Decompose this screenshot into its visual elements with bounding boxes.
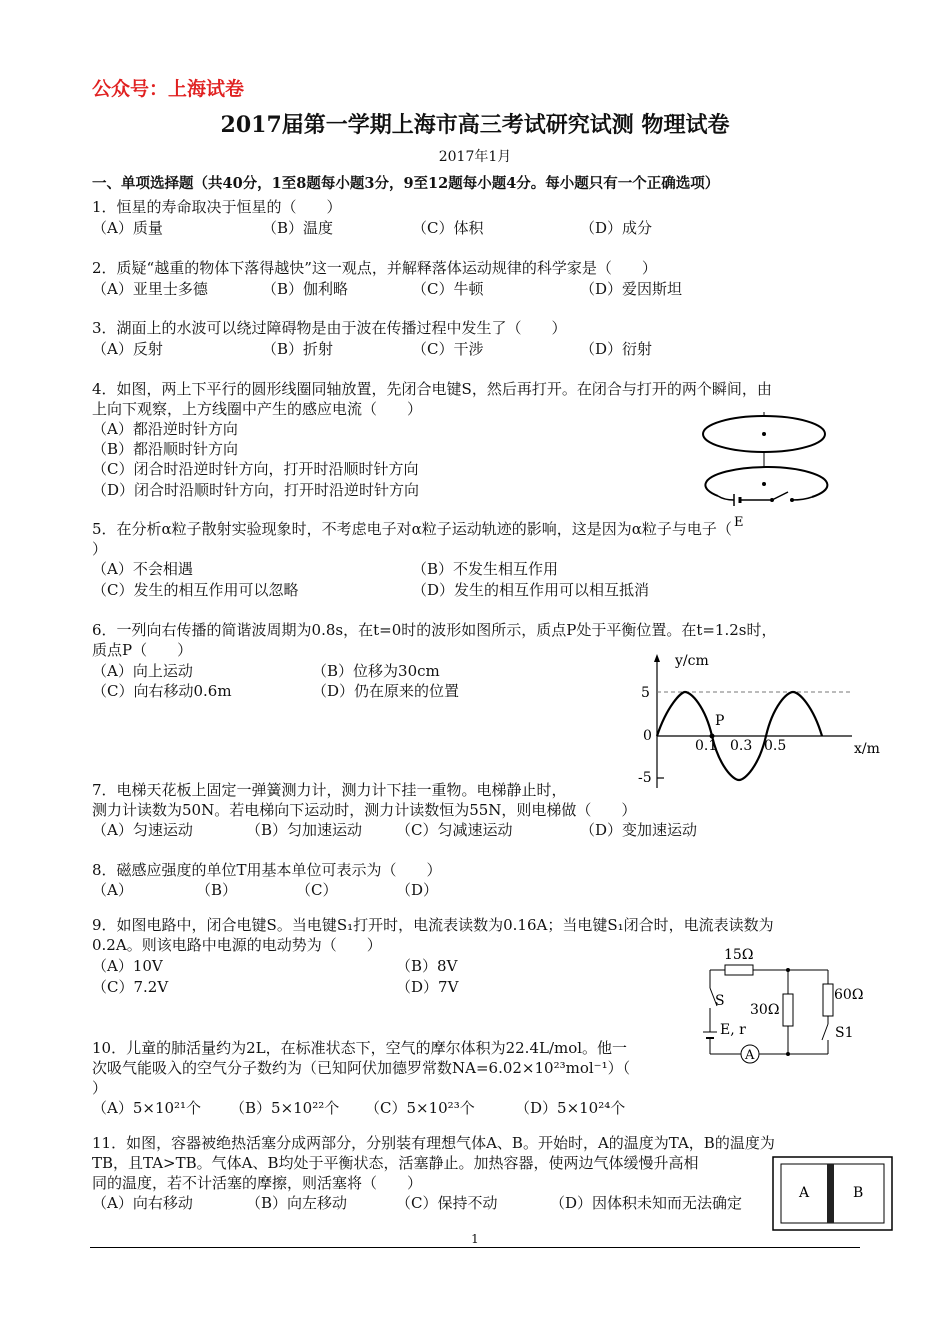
q10-option-c: （C）5×10²³个 — [365, 1099, 475, 1117]
q6-option-d: （D）仍在原来的位置 — [312, 682, 460, 700]
q5-stem-line2: ） — [92, 540, 108, 558]
q8-stem: 8．磁感应强度的单位T用基本单位可表示为（ ） — [92, 861, 442, 879]
q2-option-c: （C）牛顿 — [412, 280, 484, 298]
circuit-diagram — [690, 942, 870, 1070]
watermark: 公众号：上海试卷 — [92, 78, 245, 100]
piston — [827, 1164, 834, 1223]
x-tick-0.1: 0.1 — [695, 738, 718, 754]
label-15-ohm: 15Ω — [724, 947, 754, 963]
coil-figure — [700, 410, 830, 530]
wave-graph — [630, 648, 885, 793]
q10-option-b: （B）5×10²²个 — [230, 1099, 340, 1117]
q10-stem-line1: 10．儿童的肺活量约为2L，在标准状态下，空气的摩尔体积为22.4L/mol。他一 — [92, 1039, 628, 1057]
lower-coil — [705, 467, 827, 497]
label-source: E, r — [720, 1022, 746, 1038]
y-tick-5: 5 — [641, 685, 650, 701]
coil-lead-left — [718, 496, 734, 500]
label-60-ohm: 60Ω — [834, 987, 864, 1003]
q9-option-d: （D）7V — [396, 978, 459, 996]
upper-center-dot — [762, 432, 766, 436]
y-axis-label: y/cm — [675, 653, 709, 669]
q4-option-a: （A）都沿逆时针方向 — [92, 420, 238, 438]
label-switch-s: S — [715, 993, 725, 1009]
x-axis-label: x/m — [854, 741, 880, 757]
q10-stem-line2: 次吸气能吸入的空气分子数约为（已知阿伏加德罗常数NA=6.02×10²³mol⁻¹）（ — [92, 1059, 631, 1077]
q7-stem-line1: 7．电梯天花板上固定一弹簧测力计，测力计下挂一重物。电梯静止时， — [92, 781, 567, 799]
q6-stem-line1: 6．一列向右传播的简谐波周期为0.8s，在t=0时的波形如图所示，质点P处于平衡位置。在t=1.2s时， — [92, 621, 777, 639]
q8-option-b: （B） — [196, 881, 238, 899]
q3-option-c: （C）干涉 — [412, 340, 484, 358]
label-ammeter: A — [745, 1048, 755, 1063]
page-number: 1 — [471, 1232, 479, 1246]
q4-option-b: （B）都沿顺时针方向 — [92, 440, 239, 458]
y-axis-arrow — [654, 654, 660, 662]
resistor-60 — [823, 984, 833, 1016]
q1-option-a: （A）质量 — [92, 219, 163, 237]
q11-option-c: （C）保持不动 — [396, 1194, 498, 1212]
q7-stem-line2: 测力计读数为50N。若电梯向下运动时，测力计读数恒为55N，则电梯做（ ） — [92, 801, 637, 819]
q11-stem-line1: 11．如图，容器被绝热活塞分成两部分，分别装有理想气体A、B。开始时，A的温度为TA，B的温度为 — [92, 1134, 775, 1152]
q2-stem: 2．质疑“越重的物体下落得越快”这一观点，并解释落体运动规律的科学家是（ ） — [92, 259, 657, 277]
q11-stem-line3: 同的温度，若不计活塞的摩擦，则活塞将（ ） — [92, 1174, 423, 1192]
q3-option-b: （B）折射 — [262, 340, 334, 358]
q2-option-d: （D）爱因斯坦 — [580, 280, 683, 298]
q6-option-c: （C）向右移动0.6m — [92, 682, 232, 700]
switch-blade — [772, 492, 788, 500]
q2-option-a: （A）亚里士多德 — [92, 280, 208, 298]
q6-stem-line2: 质点P（ ） — [92, 641, 193, 659]
q5-stem-line1: 5．在分析α粒子散射实验现象时，不考虑电子对α粒子运动轨迹的影响，这是因为α粒子与电子（ — [92, 520, 732, 538]
x-tick-0.3: 0.3 — [730, 738, 753, 754]
q1-option-c: （C）体积 — [412, 219, 484, 237]
label-switch-s1: S1 — [835, 1025, 854, 1041]
q3-option-d: （D）衍射 — [580, 340, 653, 358]
q9-option-b: （B）8V — [396, 957, 458, 975]
q1-option-d: （D）成分 — [580, 219, 653, 237]
point-p-label: P — [715, 713, 725, 729]
q7-option-b: （B）匀加速运动 — [246, 821, 363, 839]
q9-stem-line2: 0.2A。则该电路中电源的电动势为（ ） — [92, 936, 382, 954]
q5-option-a: （A）不会相遇 — [92, 560, 193, 578]
y-tick-0: 0 — [643, 728, 652, 744]
node-bottom — [786, 1052, 790, 1056]
q9-option-a: （A）10V — [92, 957, 163, 975]
container-figure — [772, 1156, 894, 1232]
q8-option-d: （D） — [396, 881, 439, 899]
q2-option-b: （B）伽利略 — [262, 280, 349, 298]
q4-option-c: （C）闭合时沿逆时针方向，打开时沿顺时针方向 — [92, 460, 419, 478]
q10-option-a: （A）5×10²¹个 — [92, 1099, 202, 1117]
q1-stem: 1．恒星的寿命取决于恒星的（ ） — [92, 198, 342, 216]
q5-option-b: （B）不发生相互作用 — [412, 560, 559, 578]
q7-option-c: （C）匀减速运动 — [396, 821, 513, 839]
q10-stem-line3: ） — [92, 1079, 108, 1097]
q11-option-d: （D）因体积未知而无法确定 — [550, 1194, 743, 1212]
q4-option-d: （D）闭合时沿顺时针方向，打开时沿逆时针方向 — [92, 481, 420, 499]
q9-stem-line1: 9．如图电路中，闭合电键S。当电键S₁打开时，电流表读数为0.16A；当电键S₁闭合时，电流表读数为 — [92, 916, 774, 934]
q11-option-b: （B）向左移动 — [246, 1194, 348, 1212]
lower-center-dot — [762, 482, 766, 486]
gas-a-label: A — [799, 1185, 810, 1201]
exam-date: 2017年1月 — [438, 149, 512, 165]
resistor-30 — [783, 994, 793, 1026]
y-tick-minus5: -5 — [638, 770, 652, 786]
q1-option-b: （B）温度 — [262, 219, 334, 237]
q8-option-c: （C） — [296, 881, 338, 899]
q5-option-d: （D）发生的相互作用可以相互抵消 — [412, 581, 650, 599]
battery-label: E — [734, 515, 744, 530]
q4-stem-line1: 4．如图，两上下平行的圆形线圈同轴放置，先闭合电键S，然后再打开。在闭合与打开的两个瞬间，由 — [92, 380, 772, 398]
q3-option-a: （A）反射 — [92, 340, 163, 358]
q3-stem: 3．湖面上的水波可以绕过障碍物是由于波在传播过程中发生了（ ） — [92, 319, 567, 337]
coil-lead-right — [792, 497, 812, 500]
q8-option-a: （A） — [92, 881, 133, 899]
q6-option-b: （B）位移为30cm — [312, 662, 440, 680]
switch-s1-blade — [822, 1024, 828, 1040]
q5-option-c: （C）发生的相互作用可以忽略 — [92, 581, 299, 599]
footer-rule — [90, 1247, 860, 1248]
label-30-ohm: 30Ω — [750, 1002, 780, 1018]
node-top — [786, 968, 790, 972]
q6-option-a: （A）向上运动 — [92, 662, 193, 680]
q11-option-a: （A）向右移动 — [92, 1194, 193, 1212]
gas-b-label: B — [853, 1185, 864, 1201]
resistor-15 — [725, 965, 753, 975]
q9-option-c: （C）7.2V — [92, 978, 169, 996]
x-tick-0.5: 0.5 — [764, 738, 787, 754]
q7-option-d: （D）变加速运动 — [580, 821, 698, 839]
q10-option-d: （D）5×10²⁴个 — [515, 1099, 626, 1117]
section-heading: 一、单项选择题（共40分，1至8题每小题3分，9至12题每小题4分。每小题只有一个正确选项） — [92, 175, 720, 192]
q4-stem-line2: 上向下观察，上方线圈中产生的感应电流（ ） — [92, 400, 423, 418]
page-title: 2017届第一学期上海市高三考试研究试测 物理试卷 — [220, 112, 730, 138]
q11-stem-line2: TB，且TA>TB。气体A、B均处于平衡状态，活塞静止。加热容器，使两边气体缓慢升高相 — [92, 1154, 699, 1172]
q7-option-a: （A）匀速运动 — [92, 821, 193, 839]
